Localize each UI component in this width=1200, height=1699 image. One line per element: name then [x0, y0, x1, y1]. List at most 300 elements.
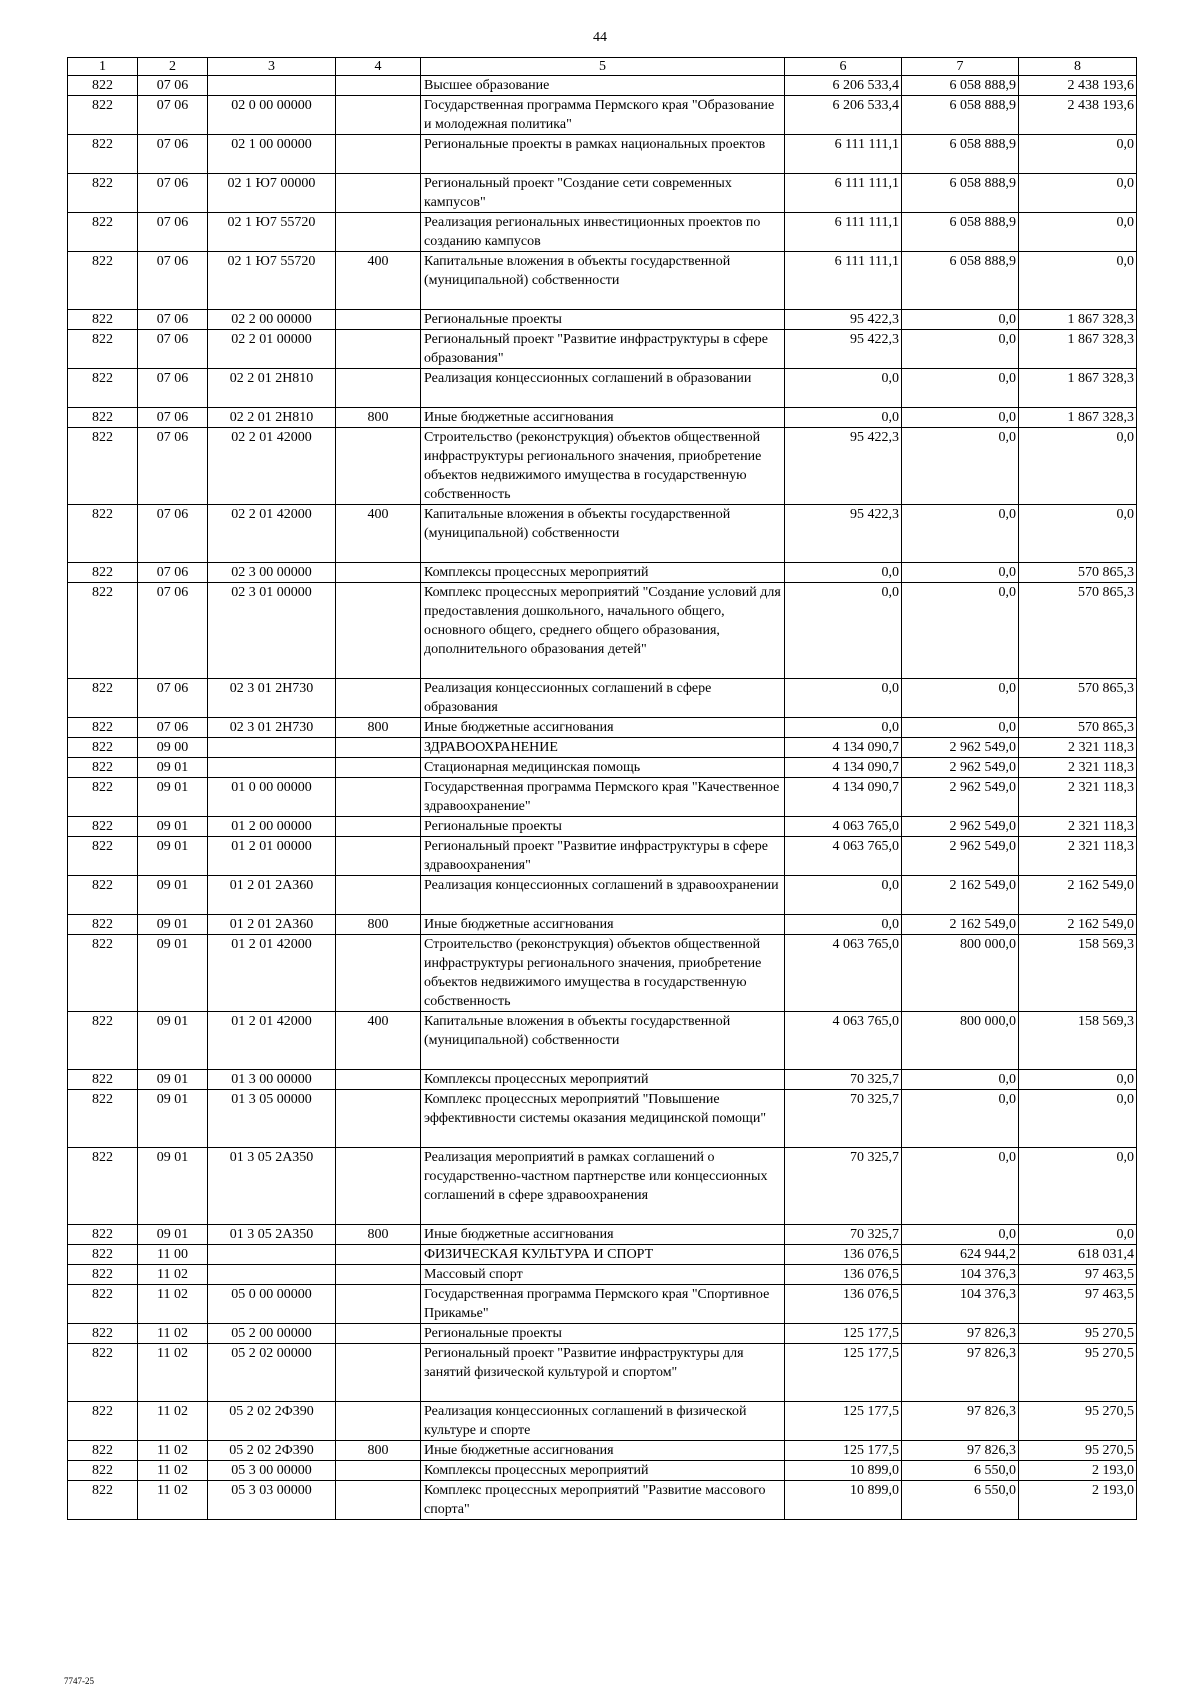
amount-col6-cell: 125 177,5 — [785, 1324, 902, 1344]
table-row — [68, 738, 1137, 758]
expense-type-cell — [336, 1481, 421, 1520]
expense-type-cell — [336, 213, 421, 252]
table-row — [68, 76, 1137, 96]
amount-col6-cell: 10 899,0 — [785, 1461, 902, 1481]
amount-col7-cell: 6 058 888,9 — [902, 174, 1019, 213]
table-row — [68, 1225, 1137, 1245]
expense-type-cell — [336, 330, 421, 369]
amount-col8-cell: 95 270,5 — [1019, 1441, 1137, 1461]
name-cell: Государственная программа Пермского края "Спортивное Прикамье" — [421, 1285, 785, 1324]
amount-col7-cell: 0,0 — [902, 718, 1019, 738]
amount-col6-cell: 70 325,7 — [785, 1090, 902, 1148]
admin-code-cell: 822 — [68, 583, 138, 679]
column-header-1: 1 — [68, 58, 138, 76]
section-code-cell: 07 06 — [138, 213, 208, 252]
amount-col6-cell: 6 111 111,1 — [785, 213, 902, 252]
table-row — [68, 1441, 1137, 1461]
section-code-cell: 11 02 — [138, 1285, 208, 1324]
admin-code-cell: 822 — [68, 563, 138, 583]
name-cell: Реализация региональных инвестиционных проектов по созданию кампусов — [421, 213, 785, 252]
admin-code-cell: 822 — [68, 915, 138, 935]
target-article-cell — [208, 738, 336, 758]
admin-code-cell: 822 — [68, 174, 138, 213]
admin-code-cell: 822 — [68, 76, 138, 96]
admin-code-cell: 822 — [68, 252, 138, 310]
section-code-cell: 07 06 — [138, 135, 208, 174]
name-cell: ЗДРАВООХРАНЕНИЕ — [421, 738, 785, 758]
amount-col7-cell: 0,0 — [902, 428, 1019, 505]
admin-code-cell: 822 — [68, 935, 138, 1012]
expense-type-cell: 800 — [336, 718, 421, 738]
name-cell: Региональные проекты в рамках национальных проектов — [421, 135, 785, 174]
amount-col8-cell: 1 867 328,3 — [1019, 408, 1137, 428]
section-code-cell: 07 06 — [138, 583, 208, 679]
amount-col7-cell: 624 944,2 — [902, 1245, 1019, 1265]
amount-col6-cell: 136 076,5 — [785, 1245, 902, 1265]
table-row — [68, 135, 1137, 174]
admin-code-cell: 822 — [68, 1148, 138, 1225]
admin-code-cell: 822 — [68, 1285, 138, 1324]
admin-code-cell: 822 — [68, 876, 138, 915]
amount-col8-cell: 0,0 — [1019, 1225, 1137, 1245]
amount-col6-cell: 4 063 765,0 — [785, 817, 902, 837]
expense-type-cell — [336, 1090, 421, 1148]
expense-type-cell — [336, 1265, 421, 1285]
target-article-cell: 02 3 01 2Н730 — [208, 679, 336, 718]
section-code-cell: 07 06 — [138, 310, 208, 330]
amount-col6-cell: 6 111 111,1 — [785, 135, 902, 174]
amount-col6-cell: 4 134 090,7 — [785, 758, 902, 778]
table-row — [68, 679, 1137, 718]
expense-type-cell — [336, 1402, 421, 1441]
name-cell: Региональный проект "Развитие инфраструктуры для занятий физической культурой и спортом" — [421, 1344, 785, 1402]
amount-col8-cell: 2 438 193,6 — [1019, 96, 1137, 135]
column-header-8: 8 — [1019, 58, 1137, 76]
admin-code-cell: 822 — [68, 408, 138, 428]
section-code-cell: 07 06 — [138, 330, 208, 369]
section-code-cell: 09 01 — [138, 1090, 208, 1148]
expense-type-cell — [336, 679, 421, 718]
section-code-cell: 09 01 — [138, 876, 208, 915]
admin-code-cell: 822 — [68, 1402, 138, 1441]
column-header-6: 6 — [785, 58, 902, 76]
amount-col7-cell: 0,0 — [902, 408, 1019, 428]
amount-col6-cell: 4 134 090,7 — [785, 738, 902, 758]
amount-col6-cell: 4 063 765,0 — [785, 1012, 902, 1070]
name-cell: Стационарная медицинская помощь — [421, 758, 785, 778]
target-article-cell — [208, 758, 336, 778]
table-header-row — [68, 58, 1137, 76]
name-cell: Реализация концессионных соглашений в здравоохранении — [421, 876, 785, 915]
expense-type-cell — [336, 876, 421, 915]
amount-col7-cell: 97 826,3 — [902, 1441, 1019, 1461]
table-row — [68, 310, 1137, 330]
amount-col8-cell: 97 463,5 — [1019, 1265, 1137, 1285]
amount-col8-cell: 0,0 — [1019, 135, 1137, 174]
target-article-cell: 01 2 00 00000 — [208, 817, 336, 837]
expense-type-cell — [336, 428, 421, 505]
target-article-cell: 02 2 00 00000 — [208, 310, 336, 330]
amount-col8-cell: 2 321 118,3 — [1019, 778, 1137, 817]
amount-col7-cell: 0,0 — [902, 1148, 1019, 1225]
table-row — [68, 1012, 1137, 1070]
column-header-7: 7 — [902, 58, 1019, 76]
amount-col6-cell: 6 206 533,4 — [785, 76, 902, 96]
section-code-cell: 11 02 — [138, 1402, 208, 1441]
section-code-cell: 07 06 — [138, 428, 208, 505]
column-header-2: 2 — [138, 58, 208, 76]
amount-col6-cell: 0,0 — [785, 718, 902, 738]
section-code-cell: 11 02 — [138, 1265, 208, 1285]
section-code-cell: 09 01 — [138, 1012, 208, 1070]
column-header-5: 5 — [421, 58, 785, 76]
table-row — [68, 758, 1137, 778]
section-code-cell: 09 01 — [138, 778, 208, 817]
target-article-cell: 02 2 01 42000 — [208, 505, 336, 563]
expense-type-cell: 800 — [336, 1441, 421, 1461]
expense-type-cell: 400 — [336, 505, 421, 563]
section-code-cell: 07 06 — [138, 369, 208, 408]
amount-col6-cell: 0,0 — [785, 563, 902, 583]
table-row — [68, 1148, 1137, 1225]
section-code-cell: 11 02 — [138, 1344, 208, 1402]
amount-col7-cell: 800 000,0 — [902, 1012, 1019, 1070]
target-article-cell: 05 2 02 00000 — [208, 1344, 336, 1402]
amount-col7-cell: 0,0 — [902, 1225, 1019, 1245]
target-article-cell: 05 2 00 00000 — [208, 1324, 336, 1344]
target-article-cell: 02 2 01 00000 — [208, 330, 336, 369]
amount-col7-cell: 0,0 — [902, 679, 1019, 718]
amount-col8-cell: 618 031,4 — [1019, 1245, 1137, 1265]
amount-col6-cell: 4 063 765,0 — [785, 935, 902, 1012]
amount-col7-cell: 800 000,0 — [902, 935, 1019, 1012]
amount-col8-cell: 1 867 328,3 — [1019, 369, 1137, 408]
table-row — [68, 174, 1137, 213]
name-cell: Капитальные вложения в объекты государственной (муниципальной) собственности — [421, 252, 785, 310]
document-code: 7747-25 — [64, 1676, 94, 1686]
table-row — [68, 1461, 1137, 1481]
target-article-cell: 01 3 00 00000 — [208, 1070, 336, 1090]
amount-col8-cell: 0,0 — [1019, 1090, 1137, 1148]
section-code-cell: 07 06 — [138, 505, 208, 563]
section-code-cell: 11 02 — [138, 1324, 208, 1344]
name-cell: Иные бюджетные ассигнования — [421, 1225, 785, 1245]
amount-col6-cell: 95 422,3 — [785, 310, 902, 330]
expense-type-cell — [336, 96, 421, 135]
target-article-cell: 05 2 02 2Ф390 — [208, 1402, 336, 1441]
admin-code-cell: 822 — [68, 1225, 138, 1245]
target-article-cell: 05 3 03 00000 — [208, 1481, 336, 1520]
expense-type-cell — [336, 369, 421, 408]
amount-col7-cell: 2 162 549,0 — [902, 915, 1019, 935]
name-cell: Реализация концессионных соглашений в образовании — [421, 369, 785, 408]
table-row — [68, 778, 1137, 817]
admin-code-cell: 822 — [68, 1481, 138, 1520]
amount-col7-cell: 6 058 888,9 — [902, 213, 1019, 252]
admin-code-cell: 822 — [68, 428, 138, 505]
expense-type-cell — [336, 837, 421, 876]
expense-type-cell — [336, 563, 421, 583]
target-article-cell: 02 1 Ю7 00000 — [208, 174, 336, 213]
column-header-3: 3 — [208, 58, 336, 76]
expense-type-cell: 800 — [336, 408, 421, 428]
table-row — [68, 369, 1137, 408]
amount-col7-cell: 0,0 — [902, 330, 1019, 369]
admin-code-cell: 822 — [68, 1441, 138, 1461]
amount-col7-cell: 2 162 549,0 — [902, 876, 1019, 915]
amount-col8-cell: 0,0 — [1019, 252, 1137, 310]
name-cell: Региональные проекты — [421, 1324, 785, 1344]
amount-col6-cell: 70 325,7 — [785, 1148, 902, 1225]
amount-col7-cell: 6 550,0 — [902, 1481, 1019, 1520]
target-article-cell: 02 3 01 2Н730 — [208, 718, 336, 738]
admin-code-cell: 822 — [68, 778, 138, 817]
amount-col6-cell: 95 422,3 — [785, 428, 902, 505]
amount-col8-cell: 1 867 328,3 — [1019, 330, 1137, 369]
target-article-cell: 01 2 01 42000 — [208, 935, 336, 1012]
target-article-cell: 02 2 01 2Н810 — [208, 408, 336, 428]
name-cell: Иные бюджетные ассигнования — [421, 718, 785, 738]
amount-col6-cell: 70 325,7 — [785, 1070, 902, 1090]
name-cell: Региональный проект "Развитие инфраструктуры в сфере образования" — [421, 330, 785, 369]
amount-col6-cell: 6 111 111,1 — [785, 174, 902, 213]
section-code-cell: 09 01 — [138, 915, 208, 935]
amount-col8-cell: 570 865,3 — [1019, 679, 1137, 718]
table-row — [68, 876, 1137, 915]
name-cell: Массовый спорт — [421, 1265, 785, 1285]
amount-col8-cell: 95 270,5 — [1019, 1344, 1137, 1402]
expense-type-cell — [336, 135, 421, 174]
amount-col8-cell: 2 321 118,3 — [1019, 837, 1137, 876]
target-article-cell: 02 0 00 00000 — [208, 96, 336, 135]
table-row — [68, 96, 1137, 135]
amount-col6-cell: 125 177,5 — [785, 1402, 902, 1441]
admin-code-cell: 822 — [68, 817, 138, 837]
section-code-cell: 09 01 — [138, 817, 208, 837]
target-article-cell: 01 0 00 00000 — [208, 778, 336, 817]
name-cell: Региональный проект "Развитие инфраструктуры в сфере здравоохранения" — [421, 837, 785, 876]
name-cell: Комплексы процессных мероприятий — [421, 563, 785, 583]
amount-col6-cell: 0,0 — [785, 876, 902, 915]
target-article-cell: 01 2 01 2А360 — [208, 915, 336, 935]
admin-code-cell: 822 — [68, 1090, 138, 1148]
amount-col7-cell: 0,0 — [902, 310, 1019, 330]
target-article-cell: 02 1 Ю7 55720 — [208, 213, 336, 252]
table-row — [68, 1245, 1137, 1265]
expense-type-cell — [336, 310, 421, 330]
target-article-cell: 01 3 05 2А350 — [208, 1148, 336, 1225]
table-row — [68, 408, 1137, 428]
name-cell: Реализация концессионных соглашений в сфере образования — [421, 679, 785, 718]
amount-col6-cell: 0,0 — [785, 915, 902, 935]
expense-type-cell — [336, 758, 421, 778]
expense-type-cell — [336, 1070, 421, 1090]
amount-col8-cell: 0,0 — [1019, 1148, 1137, 1225]
amount-col7-cell: 6 058 888,9 — [902, 135, 1019, 174]
target-article-cell: 02 2 01 42000 — [208, 428, 336, 505]
amount-col8-cell: 158 569,3 — [1019, 935, 1137, 1012]
section-code-cell: 09 01 — [138, 837, 208, 876]
amount-col8-cell: 570 865,3 — [1019, 563, 1137, 583]
target-article-cell: 02 3 01 00000 — [208, 583, 336, 679]
budget-table — [67, 57, 1137, 1520]
amount-col7-cell: 104 376,3 — [902, 1285, 1019, 1324]
admin-code-cell: 822 — [68, 1344, 138, 1402]
section-code-cell: 11 02 — [138, 1441, 208, 1461]
name-cell: Комплекс процессных мероприятий "Повышение эффективности системы оказания медицинской помощи" — [421, 1090, 785, 1148]
admin-code-cell: 822 — [68, 330, 138, 369]
target-article-cell: 05 2 02 2Ф390 — [208, 1441, 336, 1461]
table-row — [68, 1265, 1137, 1285]
admin-code-cell: 822 — [68, 718, 138, 738]
table-row — [68, 817, 1137, 837]
amount-col6-cell: 10 899,0 — [785, 1481, 902, 1520]
name-cell: Капитальные вложения в объекты государственной (муниципальной) собственности — [421, 1012, 785, 1070]
amount-col8-cell: 2 162 549,0 — [1019, 876, 1137, 915]
amount-col7-cell: 6 550,0 — [902, 1461, 1019, 1481]
section-code-cell: 07 06 — [138, 96, 208, 135]
amount-col7-cell: 0,0 — [902, 583, 1019, 679]
expense-type-cell — [336, 76, 421, 96]
target-article-cell: 05 0 00 00000 — [208, 1285, 336, 1324]
target-article-cell — [208, 76, 336, 96]
target-article-cell — [208, 1245, 336, 1265]
admin-code-cell: 822 — [68, 1012, 138, 1070]
target-article-cell: 02 1 Ю7 55720 — [208, 252, 336, 310]
amount-col6-cell: 95 422,3 — [785, 330, 902, 369]
admin-code-cell: 822 — [68, 1324, 138, 1344]
amount-col7-cell: 2 962 549,0 — [902, 778, 1019, 817]
section-code-cell: 07 06 — [138, 252, 208, 310]
target-article-cell: 01 3 05 2А350 — [208, 1225, 336, 1245]
section-code-cell: 09 00 — [138, 738, 208, 758]
expense-type-cell — [336, 817, 421, 837]
amount-col6-cell: 0,0 — [785, 679, 902, 718]
name-cell: Строительство (реконструкция) объектов общественной инфраструктуры регионального значения, приобретение объектов недвижимого имущества в государственную собственность — [421, 428, 785, 505]
table-row — [68, 1070, 1137, 1090]
admin-code-cell: 822 — [68, 310, 138, 330]
amount-col8-cell: 1 867 328,3 — [1019, 310, 1137, 330]
amount-col7-cell: 0,0 — [902, 563, 1019, 583]
expense-type-cell — [336, 1285, 421, 1324]
target-article-cell: 01 2 01 2А360 — [208, 876, 336, 915]
admin-code-cell: 822 — [68, 135, 138, 174]
name-cell: Реализация концессионных соглашений в физической культуре и спорте — [421, 1402, 785, 1441]
amount-col8-cell: 0,0 — [1019, 213, 1137, 252]
column-header-4: 4 — [336, 58, 421, 76]
table-row — [68, 1402, 1137, 1441]
amount-col6-cell: 0,0 — [785, 583, 902, 679]
table-row — [68, 935, 1137, 1012]
amount-col8-cell: 158 569,3 — [1019, 1012, 1137, 1070]
section-code-cell: 07 06 — [138, 174, 208, 213]
amount-col6-cell: 0,0 — [785, 408, 902, 428]
name-cell: Государственная программа Пермского края "Образование и молодежная политика" — [421, 96, 785, 135]
amount-col8-cell: 97 463,5 — [1019, 1285, 1137, 1324]
amount-col6-cell: 0,0 — [785, 369, 902, 408]
table-row — [68, 1285, 1137, 1324]
name-cell: Высшее образование — [421, 76, 785, 96]
section-code-cell: 09 01 — [138, 758, 208, 778]
table-row — [68, 915, 1137, 935]
amount-col7-cell: 97 826,3 — [902, 1324, 1019, 1344]
target-article-cell: 02 3 00 00000 — [208, 563, 336, 583]
admin-code-cell: 822 — [68, 1265, 138, 1285]
table-row — [68, 330, 1137, 369]
name-cell: Иные бюджетные ассигнования — [421, 915, 785, 935]
expense-type-cell — [336, 935, 421, 1012]
amount-col6-cell: 95 422,3 — [785, 505, 902, 563]
expense-type-cell — [336, 1148, 421, 1225]
target-article-cell: 01 3 05 00000 — [208, 1090, 336, 1148]
table-row — [68, 583, 1137, 679]
name-cell: ФИЗИЧЕСКАЯ КУЛЬТУРА И СПОРТ — [421, 1245, 785, 1265]
expense-type-cell: 400 — [336, 1012, 421, 1070]
amount-col7-cell: 2 962 549,0 — [902, 738, 1019, 758]
name-cell: Строительство (реконструкция) объектов общественной инфраструктуры регионального значения, приобретение объектов недвижимого имущества в государственную собственность — [421, 935, 785, 1012]
amount-col7-cell: 6 058 888,9 — [902, 76, 1019, 96]
expense-type-cell: 400 — [336, 252, 421, 310]
expense-type-cell — [336, 778, 421, 817]
table-row — [68, 718, 1137, 738]
amount-col7-cell: 6 058 888,9 — [902, 96, 1019, 135]
amount-col6-cell: 70 325,7 — [785, 1225, 902, 1245]
amount-col6-cell: 4 134 090,7 — [785, 778, 902, 817]
amount-col8-cell: 2 193,0 — [1019, 1481, 1137, 1520]
table-row — [68, 563, 1137, 583]
table-row — [68, 1344, 1137, 1402]
amount-col7-cell: 97 826,3 — [902, 1344, 1019, 1402]
target-article-cell — [208, 1265, 336, 1285]
admin-code-cell: 822 — [68, 1461, 138, 1481]
name-cell: Иные бюджетные ассигнования — [421, 408, 785, 428]
amount-col8-cell: 2 321 118,3 — [1019, 817, 1137, 837]
admin-code-cell: 822 — [68, 1245, 138, 1265]
expense-type-cell — [336, 1461, 421, 1481]
amount-col6-cell: 125 177,5 — [785, 1344, 902, 1402]
amount-col6-cell: 6 206 533,4 — [785, 96, 902, 135]
amount-col8-cell: 2 438 193,6 — [1019, 76, 1137, 96]
section-code-cell: 07 06 — [138, 408, 208, 428]
name-cell: Региональные проекты — [421, 817, 785, 837]
name-cell: Комплексы процессных мероприятий — [421, 1070, 785, 1090]
target-article-cell: 02 2 01 2Н810 — [208, 369, 336, 408]
amount-col7-cell: 97 826,3 — [902, 1402, 1019, 1441]
admin-code-cell: 822 — [68, 837, 138, 876]
section-code-cell: 07 06 — [138, 718, 208, 738]
admin-code-cell: 822 — [68, 679, 138, 718]
amount-col7-cell: 0,0 — [902, 505, 1019, 563]
amount-col8-cell: 2 162 549,0 — [1019, 915, 1137, 935]
section-code-cell: 11 02 — [138, 1481, 208, 1520]
table-body — [68, 76, 1137, 1520]
amount-col8-cell: 0,0 — [1019, 1070, 1137, 1090]
admin-code-cell: 822 — [68, 96, 138, 135]
section-code-cell: 11 00 — [138, 1245, 208, 1265]
expense-type-cell — [336, 583, 421, 679]
admin-code-cell: 822 — [68, 213, 138, 252]
amount-col8-cell: 570 865,3 — [1019, 718, 1137, 738]
section-code-cell: 09 01 — [138, 1225, 208, 1245]
table-row — [68, 837, 1137, 876]
expense-type-cell — [336, 1245, 421, 1265]
page-number: 44 — [593, 30, 607, 45]
table-row — [68, 428, 1137, 505]
name-cell: Региональные проекты — [421, 310, 785, 330]
amount-col8-cell: 2 321 118,3 — [1019, 758, 1137, 778]
admin-code-cell: 822 — [68, 505, 138, 563]
target-article-cell: 02 1 00 00000 — [208, 135, 336, 174]
